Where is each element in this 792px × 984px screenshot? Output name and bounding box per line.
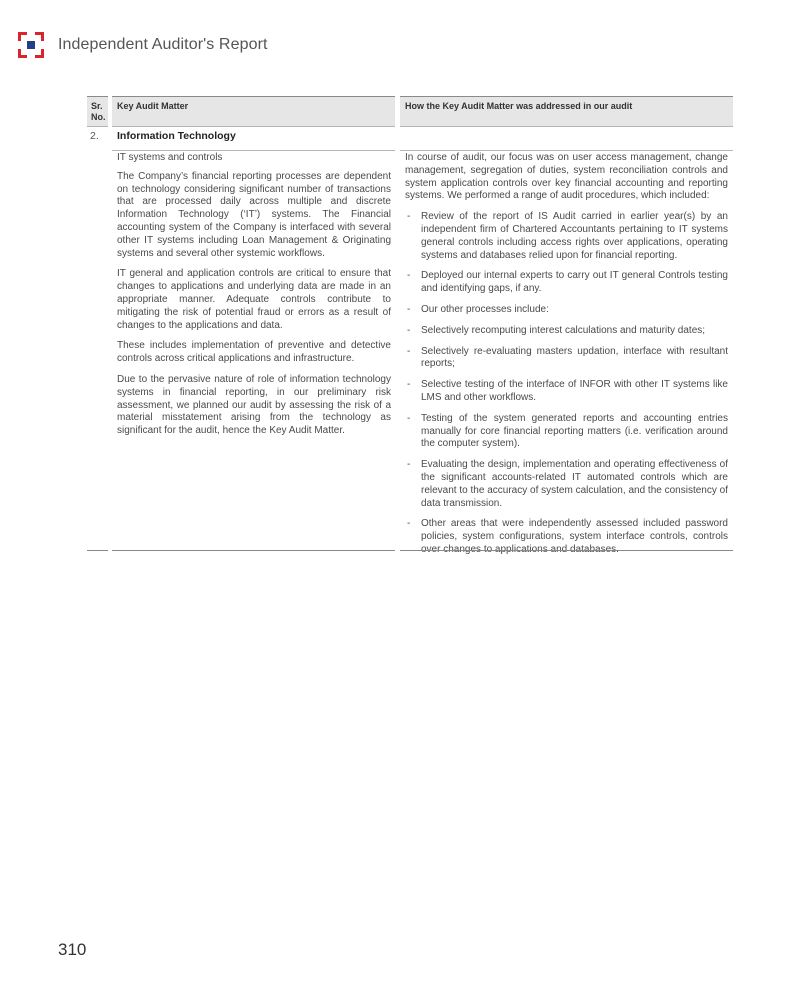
key-audit-matter-text <box>117 152 391 446</box>
divider <box>400 150 733 151</box>
dash-marker: - <box>407 211 411 223</box>
divider <box>112 150 395 151</box>
column-header-how-addressed: How the Key Audit Matter was addressed in our audit <box>400 96 733 126</box>
paragraph: These includes implementation of preventive and detective controls across critical applications and infrastructure. <box>117 340 391 365</box>
section-title: Information Technology <box>112 126 395 144</box>
paragraph: IT general and application controls are critical to ensure that changes to applications and underlying data are made in an appropriate manner. Adequate controls contribute to mitigating the risk of potential fraud or errors as a result of changes to the applications and data. <box>117 268 391 331</box>
section-empty-cell <box>400 126 733 144</box>
page-title: Independent Auditor's Report <box>58 36 268 53</box>
list-item: - Other areas that were independently assessed included password policies, system configurations, system interface controls, controls over changes to applications and databases. <box>407 518 728 555</box>
column-header-sr-no: Sr. No. <box>87 96 108 126</box>
list-item: - Deployed our internal experts to carry out IT general Controls testing and identifying gaps, if any. <box>407 270 728 295</box>
section-row <box>87 126 733 144</box>
table-bottom-rule <box>87 550 733 552</box>
table-header-row <box>87 96 733 126</box>
dash-marker: - <box>407 270 411 282</box>
dash-marker: - <box>407 412 411 424</box>
list-item: - Review of the report of IS Audit carried in earlier year(s) by an independent firm of Chartered Accountants pertaining to IT systems general controls including access rights over applications, operating systems and databases relied upon for financial reporting. <box>407 211 728 261</box>
paragraph: The Company’s financial reporting processes are dependent on technology considering significant number of transactions that are processed daily across multiple and discrete Information Technology (‘IT’) systems. The Financial accounting system of the Company is interfaced with several other IT systems including Loan Management & Originating systems and several other systemic workflows. <box>117 170 391 259</box>
list-item: - Selectively recomputing interest calculations and maturity dates; <box>407 324 706 336</box>
dash-marker: - <box>407 303 411 315</box>
dash-marker: - <box>407 345 411 357</box>
subheading: IT systems and controls <box>117 152 223 163</box>
paragraph: Due to the pervasive nature of role of information technology systems in financial reporting, in our preliminary risk assessment, we planned our audit by assessing the risk of a material misstatement arising from the technology as significant for the audit, hence the Key Audit Matter. <box>117 373 391 437</box>
list-item: - Selective testing of the interface of INFOR with other IT systems like LMS and other workflows. <box>407 379 728 403</box>
dash-marker: - <box>407 324 411 336</box>
section-number: 2. <box>87 126 108 144</box>
list-item: - Selectively re-evaluating masters updation, interface with resultant reports; <box>407 345 728 370</box>
intro-paragraph: In course of audit, our focus was on user access management, change management, segregation of duties, system reconciliation controls and system application controls over key financial accounting and reporting systems. We performed a range of audit procedures, which included: <box>405 152 728 202</box>
audit-response-text <box>405 152 728 565</box>
column-header-key-audit-matter: Key Audit Matter <box>112 96 395 126</box>
page-number: 310 <box>58 940 87 959</box>
page-header <box>18 30 268 60</box>
list-item: - Testing of the system generated reports and accounting entries manually for core financial reporting matters (i.e. verification around the computer system). <box>407 412 728 450</box>
key-audit-matters-table <box>87 96 733 555</box>
bank-logo-icon <box>18 32 44 58</box>
dash-marker: - <box>407 518 411 530</box>
dash-marker: - <box>407 459 411 471</box>
dash-marker: - <box>407 379 411 391</box>
procedure-list <box>405 211 728 557</box>
table-body-row <box>87 144 733 555</box>
list-item: - Our other processes include: <box>407 303 549 315</box>
list-item: - Evaluating the design, implementation and operating effectiveness of the significant accounts-related IT automated controls which are relevant to the accuracy of system calculation, and the consistency of data transmission. <box>407 459 728 509</box>
